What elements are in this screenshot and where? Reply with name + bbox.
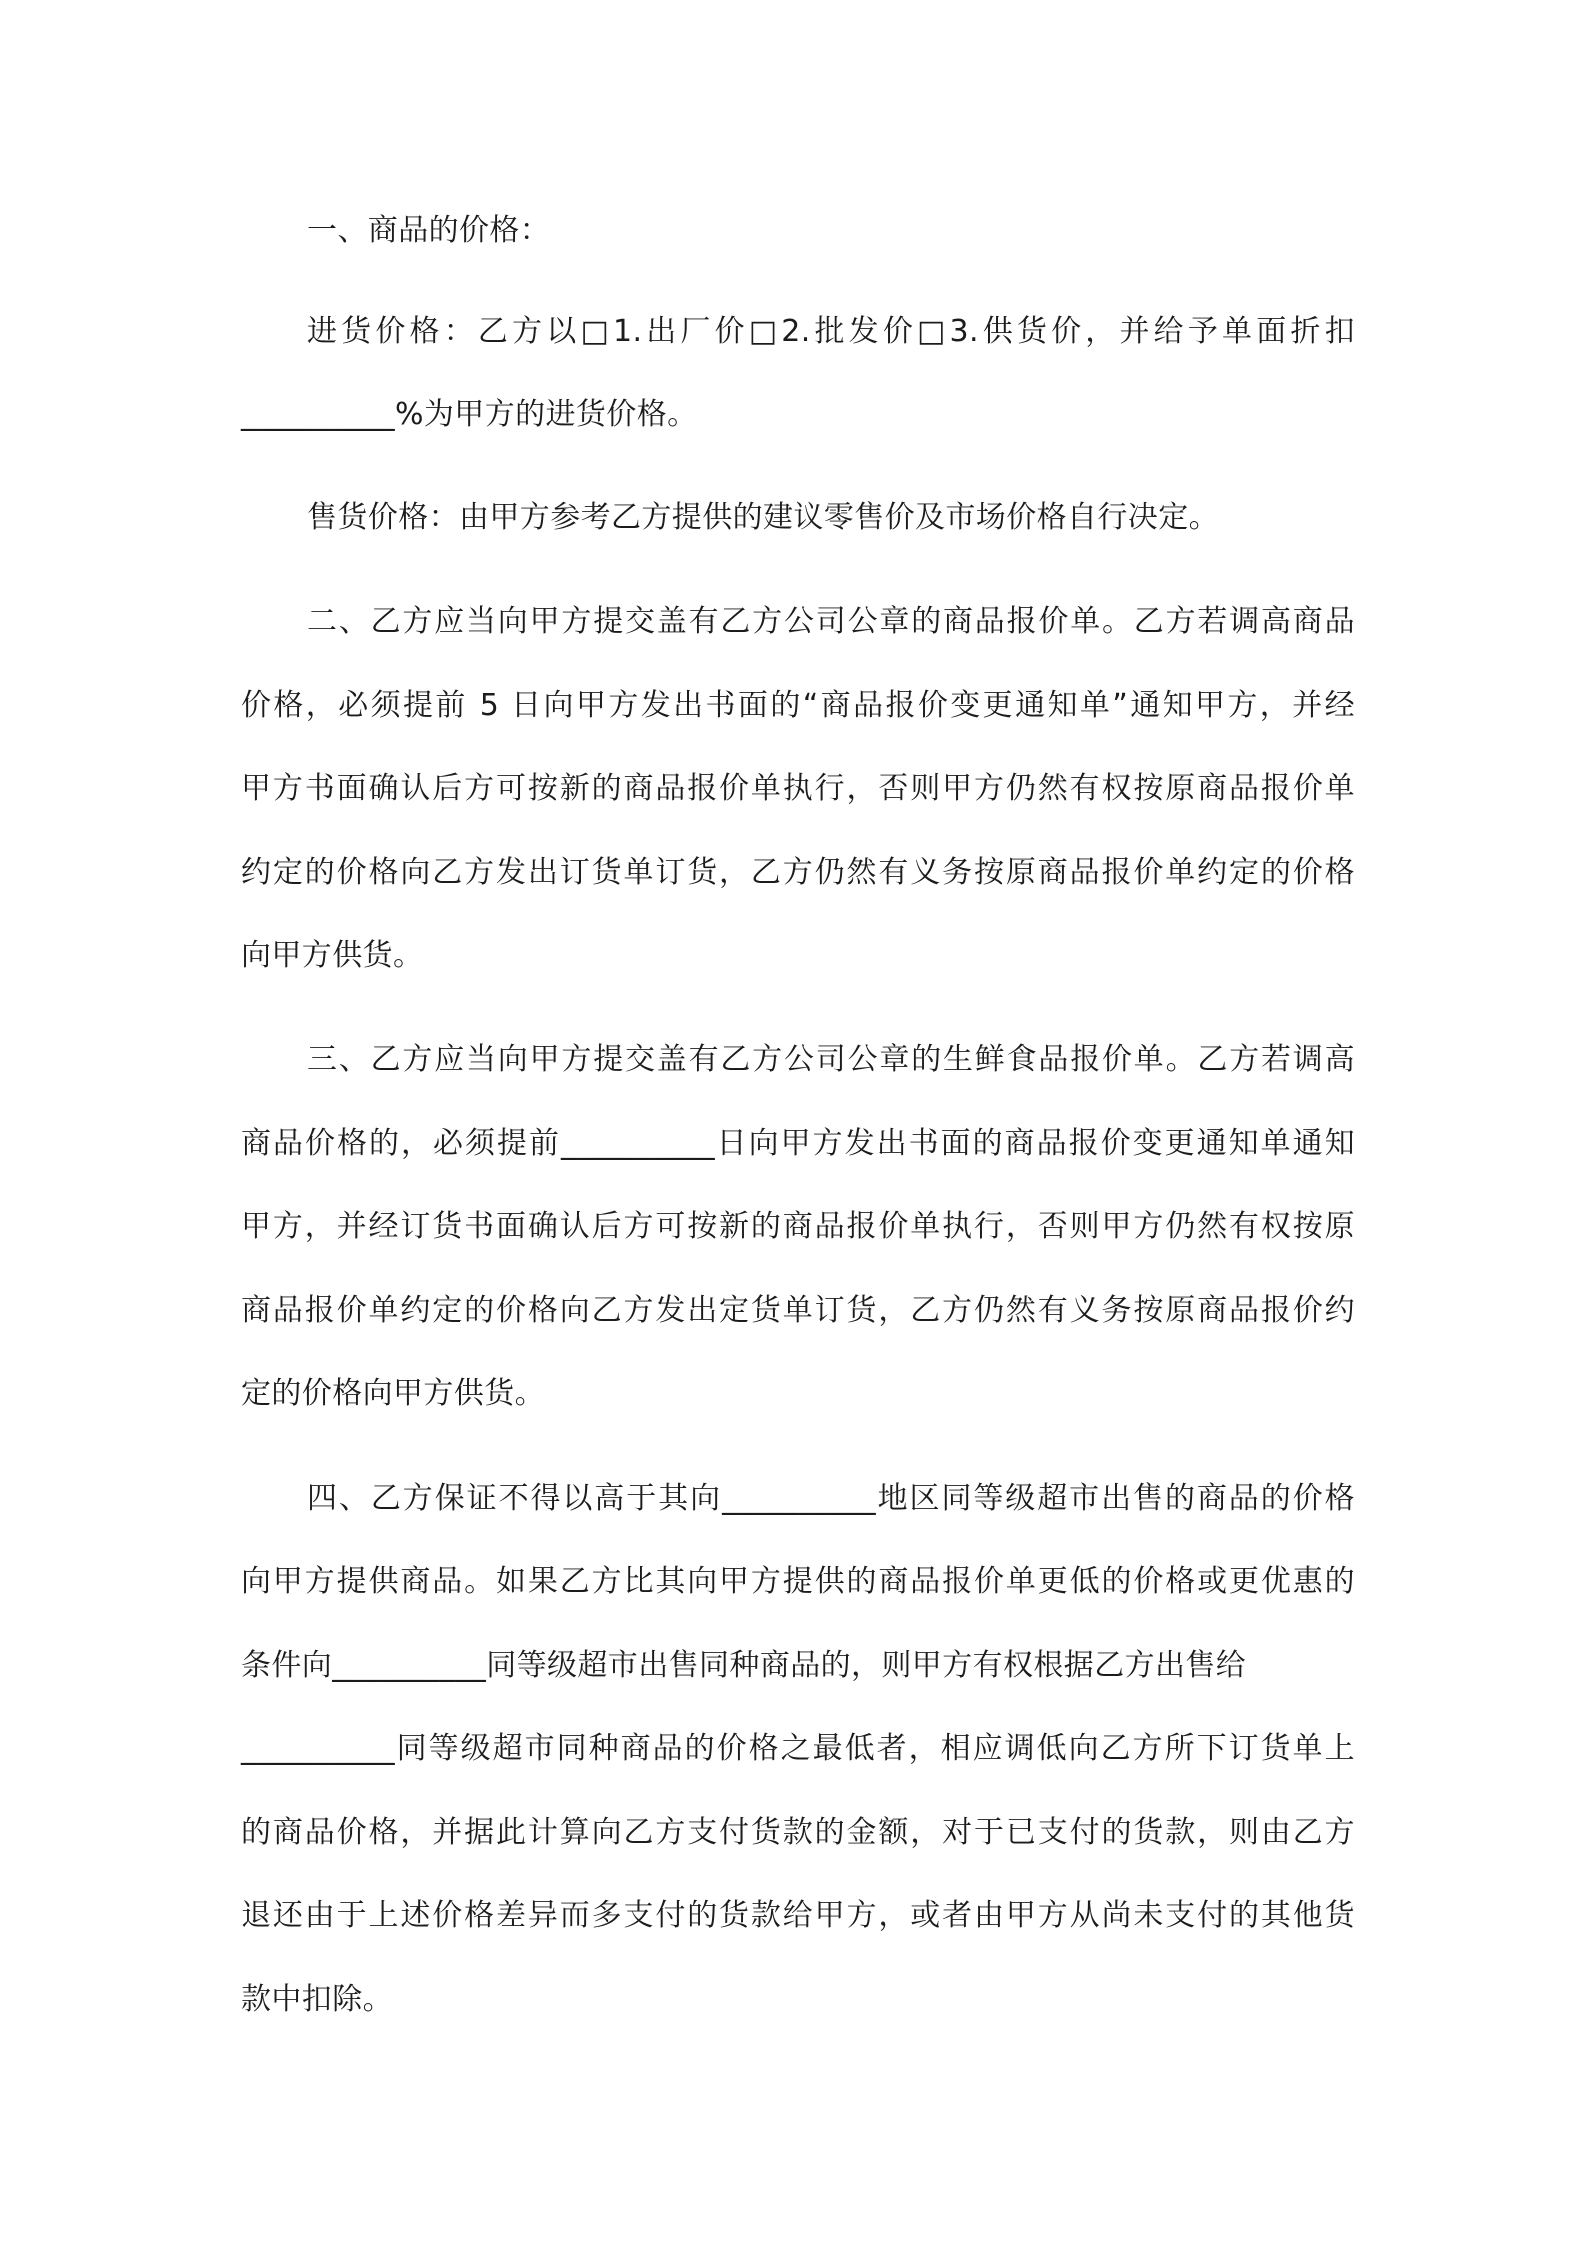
paragraph-line: 四、乙方保证不得以高于其向__________地区同等级超市出售的商品的价格 (307, 1481, 1355, 1516)
paragraph-line: 退还由于上述价格差异而多支付的货款给甲方，或者由甲方从尚未支付的其他货 (241, 1898, 1355, 1933)
paragraph-line: 价格，必须提前 5 日向甲方发出书面的“商品报价变更通知单”通知甲方，并经 (241, 688, 1355, 723)
paragraph-line: 商品报价单约定的价格向乙方发出定货单订货，乙方仍然有义务按原商品报价约 (241, 1293, 1355, 1328)
paragraph-line: 甲方书面确认后方可按新的商品报价单执行，否则甲方仍然有权按原商品报价单 (241, 771, 1355, 806)
paragraph-line: 三、乙方应当向甲方提交盖有乙方公司公章的生鲜食品报价单。乙方若调高 (307, 1042, 1355, 1077)
paragraph-line: 的商品价格，并据此计算向乙方支付货款的金额，对于已支付的货款，则由乙方 (241, 1815, 1355, 1850)
paragraph-line: 约定的价格向乙方发出订货单订货，乙方仍然有义务按原商品报价单约定的价格 (241, 855, 1355, 890)
paragraph-line: 商品价格的，必须提前__________日向甲方发出书面的商品报价变更通知单通知 (241, 1126, 1355, 1161)
paragraph-line: 款中扣除。 (241, 1982, 393, 2017)
paragraph-line: 甲方，并经订货书面确认后方可按新的商品报价单执行，否则甲方仍然有权按原 (241, 1209, 1355, 1244)
paragraph-line: 定的价格向甲方供货。 (241, 1376, 545, 1411)
paragraph-line: 售货价格：由甲方参考乙方提供的建议零售价及市场价格自行决定。 (307, 500, 1219, 535)
paragraph-line: 向甲方提供商品。如果乙方比其向甲方提供的商品报价单更低的价格或更优惠的 (241, 1564, 1355, 1599)
paragraph-line: 进货价格：乙方以□1.出厂价□2.批发价□3.供货价，并给予单面折扣 (307, 314, 1355, 349)
section-heading-price: 一、商品的价格： (307, 213, 551, 248)
paragraph-line: __________%为甲方的进货价格。 (241, 397, 698, 432)
paragraph-line: __________同等级超市同种商品的价格之最低者，相应调低向乙方所下订货单上 (241, 1731, 1355, 1766)
paragraph-line: 二、乙方应当向甲方提交盖有乙方公司公章的商品报价单。乙方若调高商品 (307, 604, 1355, 639)
paragraph-line: 向甲方供货。 (241, 938, 424, 973)
paragraph-line: 条件向__________同等级超市出售同种商品的，则甲方有权根据乙方出售给 (241, 1648, 1247, 1683)
